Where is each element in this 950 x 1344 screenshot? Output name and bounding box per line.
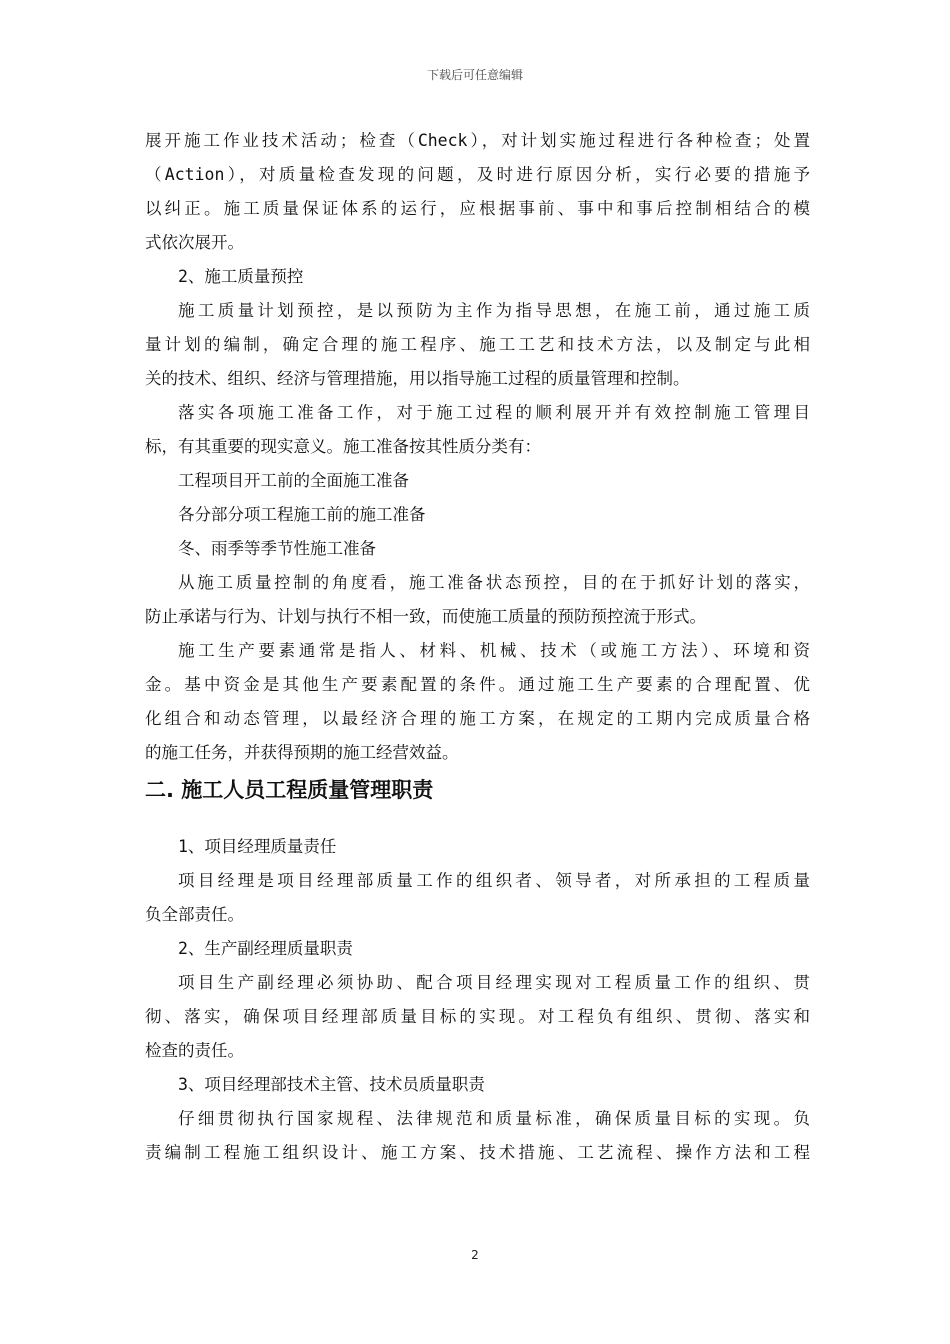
subheading-line: 1、项目经理质量责任 (178, 837, 337, 856)
paragraph-line: 关的技术、组织、经济与管理措施，用以指导施工过程的质量管理和控制。 (145, 369, 690, 388)
section-heading: 二. 施工人员工程质量管理职责 (145, 778, 434, 802)
page-number: 2 (471, 1248, 479, 1262)
paragraph-line: （Action），对质量检查发现的问题，及时进行原因分析，实行必要的措施予 (145, 165, 810, 184)
paragraph-line: 负全部责任。 (145, 905, 244, 924)
paragraph-line: 施工生产要素通常是指人、材料、机械、技术（或施工方法）、环境和资 (178, 641, 810, 660)
subheading-line: 2、生产副经理质量职责 (178, 939, 353, 958)
paragraph-line: 以纠正。施工质量保证体系的运行，应根据事前、事中和事后控制相结合的模 (145, 199, 810, 218)
paragraph-line: 防止承诺与行为、计划与执行不相一致，而使施工质量的预防预控流于形式。 (145, 607, 706, 626)
paragraph-line: 项目经理是项目经理部质量工作的组织者、领导者，对所承担的工程质量 (178, 871, 810, 890)
paragraph-line: 彻、落实，确保项目经理部质量目标的实现。对工程负有组织、贯彻、落实和 (145, 1007, 810, 1026)
paragraph-line: 化组合和动态管理，以最经济合理的施工方案，在规定的工期内完成质量合格 (145, 709, 810, 728)
paragraph-line: 施工质量计划预控，是以预防为主作为指导思想，在施工前，通过施工质 (178, 301, 810, 320)
paragraph-line: 落实各项施工准备工作，对于施工过程的顺利展开并有效控制施工管理目 (178, 403, 810, 422)
paragraph-line: 检查的责任。 (145, 1041, 244, 1060)
list-item: 各分部分项工程施工前的施工准备 (178, 505, 426, 524)
paragraph-line: 项目生产副经理必须协助、配合项目经理实现对工程质量工作的组织、贯 (178, 973, 810, 992)
document-body (145, 124, 810, 1170)
page-header: 下载后可任意编辑 (426, 68, 523, 82)
paragraph-line: 量计划的编制，确定合理的施工程序、施工工艺和技术方法，以及制定与此相 (145, 335, 810, 354)
paragraph-line: 标，有其重要的现实意义。施工准备按其性质分类有： (145, 437, 541, 456)
paragraph-line: 式依次展开。 (145, 233, 244, 252)
list-item: 冬、雨季等季节性施工准备 (178, 539, 376, 558)
subheading-line: 3、项目经理部技术主管、技术员质量职责 (178, 1075, 485, 1094)
paragraph-line: 从施工质量控制的角度看，施工准备状态预控，目的在于抓好计划的落实， (178, 573, 810, 592)
paragraph-line: 展开施工作业技术活动；检查（Check），对计划实施过程进行各种检查；处置 (145, 131, 810, 150)
list-item: 工程项目开工前的全面施工准备 (178, 471, 409, 490)
paragraph-line: 金。基中资金是其他生产要素配置的条件。通过施工生产要素的合理配置、优 (145, 675, 810, 694)
paragraph-line: 的施工任务，并获得预期的施工经营效益。 (145, 743, 459, 762)
subheading-line: 2、施工质量预控 (178, 267, 304, 286)
paragraph-line: 责编制工程施工组织设计、施工方案、技术措施、工艺流程、操作方法和工程 (145, 1143, 810, 1162)
paragraph-line: 仔细贯彻执行国家规程、法律规范和质量标准，确保质量目标的实现。负 (178, 1109, 810, 1128)
